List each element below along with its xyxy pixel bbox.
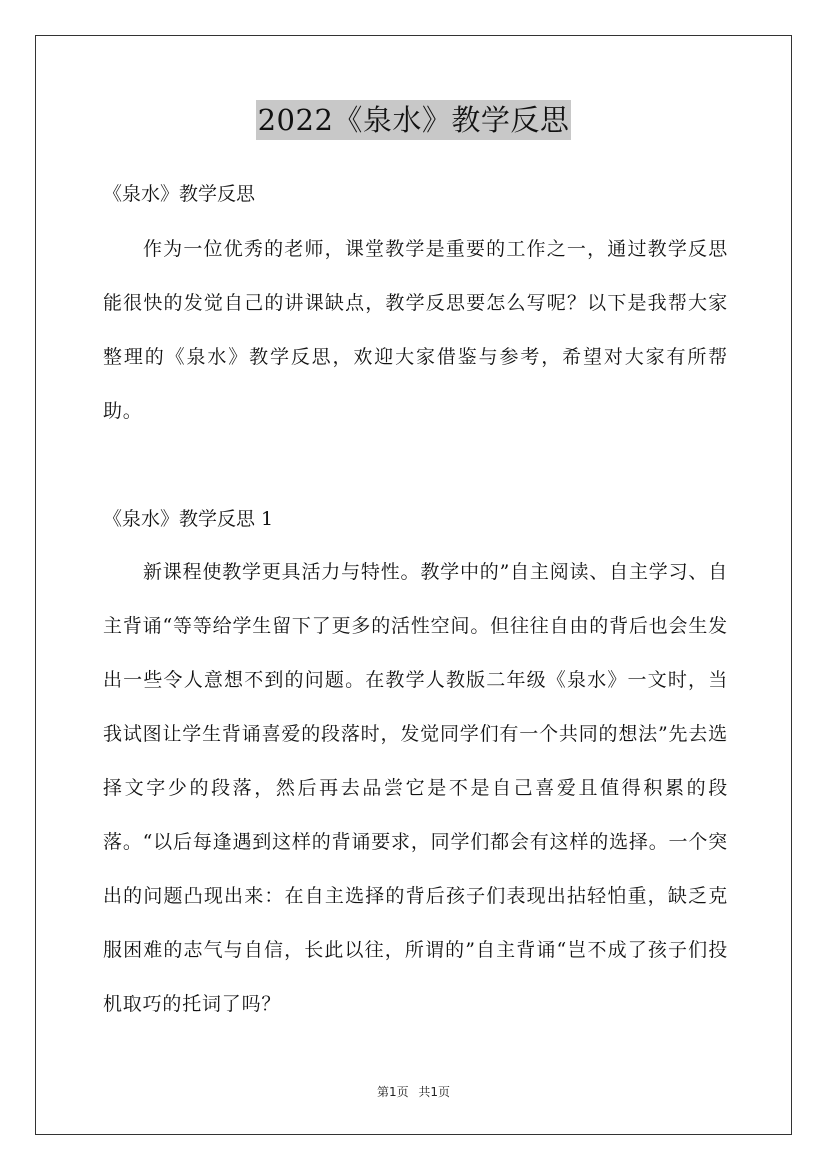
section-paragraph: 新课程使教学更具活力与特性。教学中的”自主阅读、自主学习、自主背诵“等等给学生留下了更多的活性空间。但往往自由的背后也会生发出一些令人意想不到的问题。在教学人教版二年级《泉水》一文时，当我试图让学生背诵喜爱的段落时，发觉同学们有一个共同的想法”先去选择文字少的段落，然后再去品尝它是不是自己喜爱且值得积累的段落。“以后每逢遇到这样的背诵要求，同学们都会有这样的选择。一个突出的问题凸现出来：在自主选择的背后孩子们表现出拈轻怕重，缺乏克服困难的志气与自信，长此以往，所谓的”自主背诵“岂不成了孩子们投机取巧的托词了吗？ <box>103 561 728 1015</box>
document-subtitle: 《泉水》教学反思 <box>103 183 256 205</box>
intro-paragraph: 作为一位优秀的老师，课堂教学是重要的工作之一，通过教学反思能很快的发觉自己的讲课缺点，教学反思要怎么写呢？以下是我帮大家整理的《泉水》教学反思，欢迎大家借鉴与参考，希望对大家有所帮助。 <box>103 238 728 422</box>
document-title[interactable]: 2022《泉水》教学反思 <box>256 100 572 140</box>
title-container <box>0 100 827 140</box>
page-footer: 第1页 共1页 <box>376 1085 451 1099</box>
section-heading: 《泉水》教学反思 1 <box>103 508 274 530</box>
